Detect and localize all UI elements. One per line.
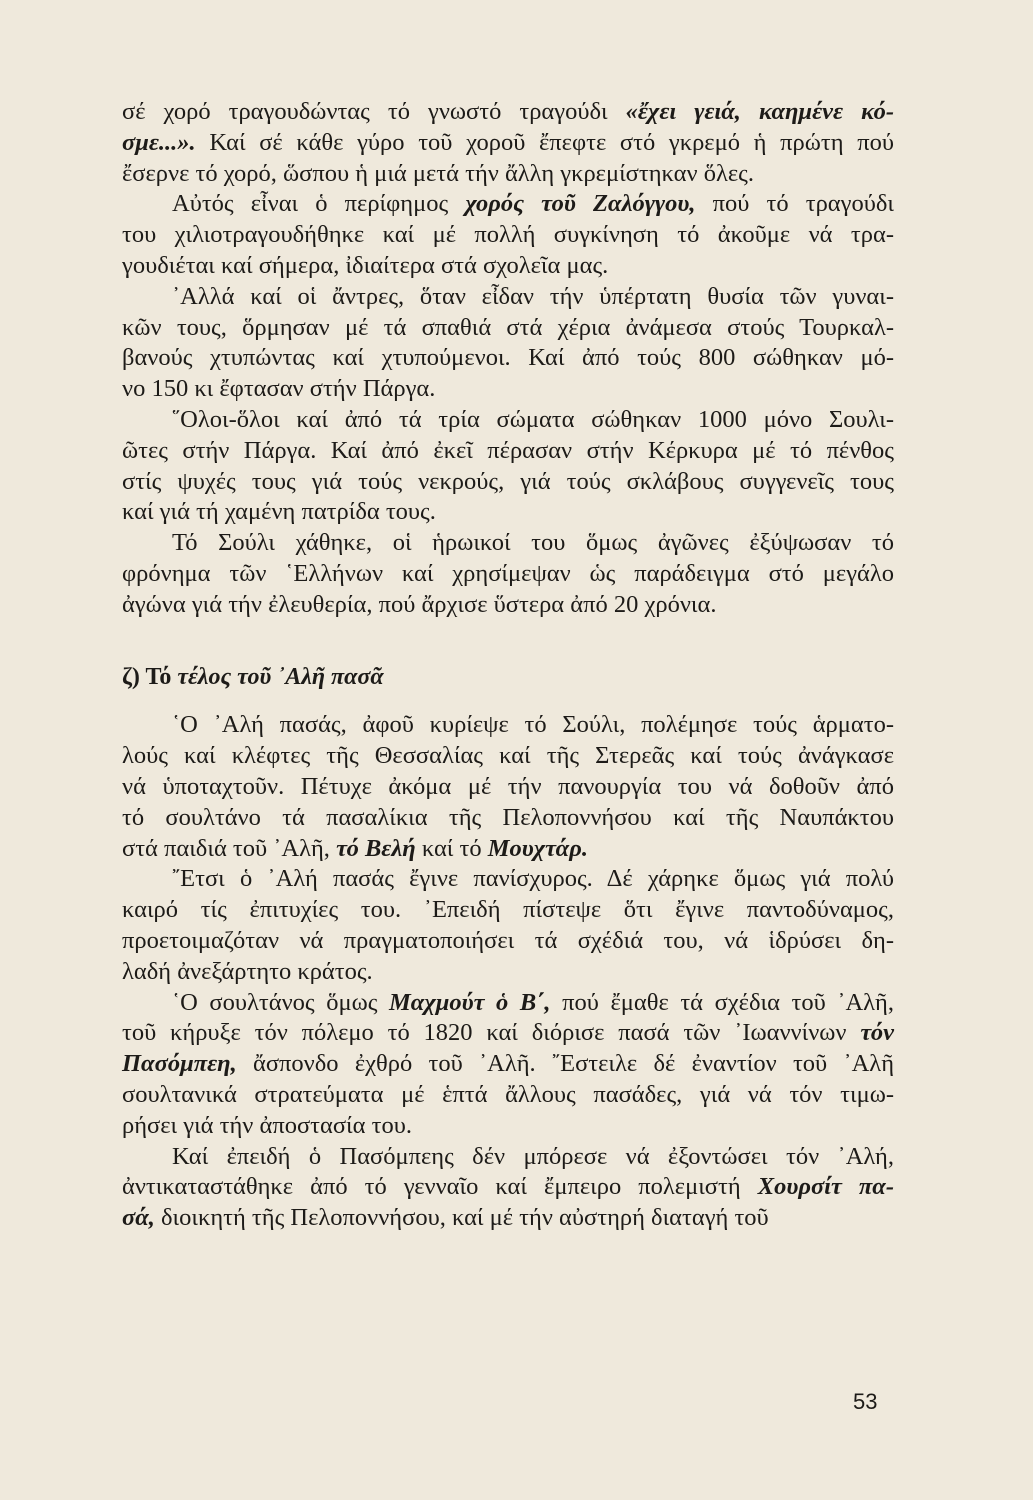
text-line [122,467,894,498]
text-run: διοικητή τῆς Πελοποννήσου, καί μέ τήν αὐστηρή διαταγή τοῦ [154,1204,769,1232]
emphasis-text: τό Βελή [336,834,416,862]
text-line [122,497,894,528]
paragraph-p8 [122,988,894,1142]
text-line [122,864,894,895]
text-run: τό σουλτάνο τά πασαλίκια τῆς Πελοποννήσου καί τῆς Ναυπάκτου [122,803,894,831]
text-line [122,1142,894,1173]
page-number: 53 [853,1389,878,1414]
text-run: λαδή ἀνεξάρτητο κράτος. [122,957,373,985]
text-run: καιρό τίς ἐπιτυχίες του. ᾿Επειδή πίστεψε ὅτι ἔγινε παντοδύναμος, [122,896,894,924]
text-run: ρήσει γιά τήν ἀποστασία του. [122,1111,412,1139]
text-line [122,559,894,590]
text-run: Καί ἐπειδή ὁ Πασόμπεης δέν μπόρεσε νά ἐξοντώσει τόν ᾿Αλή, [172,1142,894,1170]
text-line [122,189,894,220]
text-run: καί τό [415,834,488,862]
text-run: βανούς χτυπώντας καί χτυπούμενοι. Καί ἀπό τούς 800 σώθηκαν μό- [122,344,894,372]
text-line [122,159,894,190]
text-run: νο 150 κι ἔφτασαν στήν Πάργα. [122,375,436,403]
emphasis-text: «ἔχει γειά, καημένε κό- [625,98,894,125]
section-heading [122,662,894,693]
emphasis-text: σμε...». [122,128,196,156]
text-run: σέ χορό τραγουδώντας τό γνωστό τραγούδι [122,98,626,125]
heading-marker: ζ) [122,663,140,690]
text-line [122,1018,894,1049]
emphasis-text: Μουχτάρ. [487,834,588,862]
text-line [122,282,894,313]
emphasis-text: χορός τοῦ Ζαλόγγου, [465,190,696,218]
heading-title-emphasis: τέλος τοῦ ᾿Αλῆ πασᾶ [177,663,384,690]
text-run: στίς ψυχές τους γιά τούς νεκρούς, γιά τούς σκλάβους συγγενεῖς τους [122,467,894,495]
text-run: ῶτες στήν Πάργα. Καί ἀπό ἐκεῖ πέρασαν στήν Κέρκυρα μέ τό πένθος [122,436,894,464]
text-run: ῞Ολοι-ὅλοι καί ἀπό τά τρία σώματα σώθηκαν 1000 μόνο Σουλι- [172,405,894,433]
text-line [122,436,894,467]
text-line [122,528,894,559]
text-run: ἔσερνε τό χορό, ὥσπου ἡ μιά μετά τήν ἄλλη γκρεμίστηκαν ὅλες. [122,159,754,187]
emphasis-text: σά, [122,1204,155,1232]
text-run: γουδιέται καί σήμερα, ἰδιαίτερα στά σχολεῖα μας. [122,251,609,279]
text-line [122,1203,894,1234]
paragraph-p6 [122,710,894,864]
text-line [122,741,894,772]
paragraph-p5 [122,528,894,620]
paragraph-p2 [122,189,894,281]
text-run: προετοιμαζόταν νά πραγματοποιήσει τά σχέδιά του, νά ἱδρύσει δη- [122,926,894,954]
text-run: ἄσπονδο ἐχθρό τοῦ ᾿Αλῆ. ῎Εστειλε δέ ἐναντίον τοῦ ᾿Αλῆ [236,1050,894,1078]
text-line [122,926,894,957]
emphasis-text: τόν [860,1019,894,1047]
text-run: κῶν τους, ὅρμησαν μέ τά σπαθιά στά χέρια ἀνάμεσα στούς Τουρκαλ- [122,313,894,341]
section-before-heading [122,97,894,621]
text-run: ἀντικαταστάθηκε ἀπό τό γενναῖο καί ἔμπειρο πολεμιστή [122,1173,758,1201]
emphasis-text: Χουρσίτ πα- [757,1173,894,1201]
text-line [122,128,894,159]
text-run: του χιλιοτραγουδήθηκε καί μέ πολλή συγκίνηση τό ἀκοῦμε νά τρα- [122,221,894,249]
text-line [122,313,894,344]
text-line [122,1080,894,1111]
text-line [122,1172,894,1203]
text-run: φρόνημα τῶν ῾Ελλήνων καί χρησίμεψαν ὡς παράδειγμα στό μεγάλο [122,559,894,587]
text-line [122,1111,894,1142]
text-line [122,1049,894,1080]
text-run: ῾Ο ᾿Αλή πασάς, ἀφοῦ κυρίεψε τό Σούλι, πολέμησε τούς ἁρματο- [172,711,894,739]
text-run: ῾Ο σουλτάνος ὅμως [172,988,389,1016]
text-line [122,803,894,834]
text-line [122,957,894,988]
paragraph-p4 [122,405,894,528]
text-line [122,220,894,251]
text-run: Τό Σούλι χάθηκε, οἱ ἡρωικοί του ὅμως ἀγῶνες ἐξύψωσαν τό [172,529,894,557]
text-run: σουλτανικά στρατεύματα μέ ἑπτά ἄλλους πασάδες, γιά νά τόν τιμω- [122,1080,894,1108]
text-run: ᾿Αλλά καί οἱ ἄντρες, ὅταν εἶδαν τήν ὑπέρτατη θυσία τῶν γυναι- [172,282,894,310]
text-run: ῎Ετσι ὁ ᾿Αλή πασάς ἔγινε πανίσχυρος. Δέ χάρηκε ὅμως γιά πολύ [172,865,894,893]
paragraph-p7 [122,864,894,987]
text-line [122,251,894,282]
emphasis-text: Μαχμούτ ὁ Β΄, [389,988,551,1016]
text-line [122,343,894,374]
text-line [122,374,894,405]
text-run: καί γιά τή χαμένη πατρίδα τους. [122,498,436,526]
text-line [122,405,894,436]
text-line [122,590,894,621]
text-run: πού ἔμαθε τά σχέδια τοῦ ᾿Αλῆ, [550,988,894,1016]
paragraph-p3 [122,282,894,405]
paragraph-p1 [122,97,894,189]
section-after-heading [122,710,894,1234]
text-run: πού τό τραγούδι [695,190,894,218]
text-run: Καί σέ κάθε γύρο τοῦ χοροῦ ἔπεφτε στό γκρεμό ἡ πρώτη πού [195,128,894,156]
text-line [122,772,894,803]
text-run: ἀγώνα γιά τήν ἐλευθερία, πού ἄρχισε ὕστερα ἀπό 20 χρόνια. [122,590,717,618]
text-run: στά παιδιά τοῦ ᾿Αλῆ, [122,834,337,862]
body-text [122,97,894,1234]
text-line [122,834,894,865]
text-run: Αὐτός εἶναι ὁ περίφημος [172,190,466,218]
heading-title-plain: Τό [145,663,178,690]
text-line [122,988,894,1019]
text-run: νά ὑποταχτοῦν. Πέτυχε ἀκόμα μέ τήν πανουργία του νά δοθοῦν ἀπό [122,772,894,800]
text-run: λούς καί κλέφτες τῆς Θεσσαλίας καί τῆς Στερεᾶς καί τούς ἀνάγκασε [122,742,894,770]
text-line [122,97,894,128]
emphasis-text: Πασόμπεη, [122,1050,237,1078]
text-run: τοῦ κήρυξε τόν πόλεμο τό 1820 καί διόρισε πασά τῶν ᾿Ιωαννίνων [122,1019,861,1047]
text-line [122,895,894,926]
paragraph-p9 [122,1142,894,1234]
text-line [122,710,894,741]
